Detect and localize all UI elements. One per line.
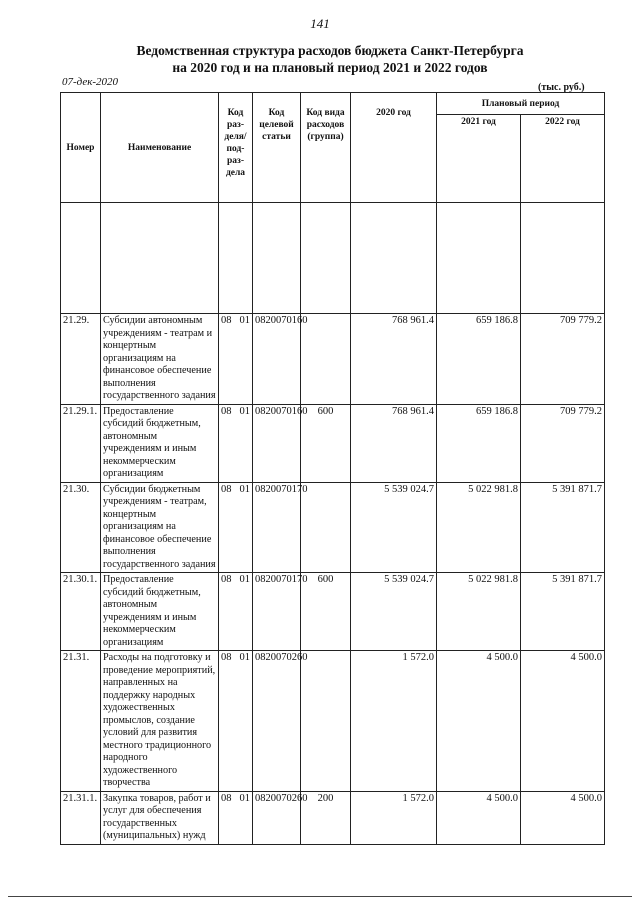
row-amount-2021: 5 022 981.8 bbox=[437, 482, 521, 573]
row-number: 21.29.1. bbox=[61, 404, 101, 482]
row-kind-code bbox=[301, 314, 351, 405]
row-target-code: 0820070160 bbox=[253, 314, 301, 405]
row-target-code: 0820070260 bbox=[253, 791, 301, 844]
row-number: 21.31. bbox=[61, 651, 101, 792]
row-amount-2021: 5 022 981.8 bbox=[437, 573, 521, 651]
row-amount-2022: 5 391 871.7 bbox=[521, 482, 605, 573]
header-2020: 2020 год bbox=[351, 93, 437, 203]
row-name: Предоставление субсидий бюджетным, автономным учреждениям и иным некоммерческим организациям bbox=[101, 573, 219, 651]
empty-row bbox=[61, 203, 605, 314]
row-section bbox=[219, 791, 253, 844]
row-amount-2021: 659 186.8 bbox=[437, 404, 521, 482]
row-name: Субсидии автономным учреждениям - театрам и концертным организациям на финансовое обеспечение выполнения государственного задания bbox=[101, 314, 219, 405]
row-section bbox=[219, 651, 253, 792]
units-label: (тыс. руб.) bbox=[538, 82, 585, 93]
row-target-code: 0820070170 bbox=[253, 573, 301, 651]
row-name: Расходы на подготовку и проведение мероприятий, направленных на поддержку народных художественных промыслов, создание условий для развития местного традиционного народного художественного творчества bbox=[101, 651, 219, 792]
row-subsection-code: 01 bbox=[239, 483, 250, 495]
row-kind-code bbox=[301, 482, 351, 573]
row-amount-2021: 4 500.0 bbox=[437, 651, 521, 792]
table-row bbox=[61, 791, 605, 844]
row-amount-2022: 4 500.0 bbox=[521, 651, 605, 792]
row-section-code: 08 bbox=[221, 652, 232, 663]
header-2021: 2021 год bbox=[437, 115, 521, 203]
row-section-code: 08 bbox=[221, 792, 232, 804]
row-subsection-code: 01 bbox=[239, 315, 250, 326]
row-amount-2022: 4 500.0 bbox=[521, 791, 605, 844]
row-section bbox=[219, 314, 253, 405]
row-kind-code: 600 bbox=[301, 573, 351, 651]
header-target: Код целевой статьи bbox=[253, 93, 301, 203]
row-amount-2020: 768 961.4 bbox=[351, 314, 437, 405]
document-date: 07-дек-2020 bbox=[62, 76, 119, 88]
row-target-code: 0820070170 bbox=[253, 482, 301, 573]
table-row bbox=[61, 314, 605, 405]
row-section-code: 08 bbox=[221, 315, 232, 326]
row-name: Субсидии бюджетным учреждениям - театрам, концертным организациям на финансовое обеспечение выполнения государственного задания bbox=[101, 482, 219, 573]
row-amount-2020: 1 572.0 bbox=[351, 791, 437, 844]
page-number: 141 bbox=[310, 16, 330, 31]
row-amount-2022: 5 391 871.7 bbox=[521, 573, 605, 651]
row-section-code: 08 bbox=[221, 405, 232, 417]
title-line-2: на 2020 год и на плановый период 2021 и 2022 годов bbox=[172, 60, 488, 75]
row-kind-code bbox=[301, 651, 351, 792]
row-kind-code: 200 bbox=[301, 791, 351, 844]
row-amount-2022: 709 779.2 bbox=[521, 314, 605, 405]
row-number: 21.31.1. bbox=[61, 791, 101, 844]
row-target-code: 0820070260 bbox=[253, 651, 301, 792]
document-title bbox=[60, 42, 600, 76]
title-line-1: Ведомственная структура расходов бюджета Санкт-Петербурга bbox=[136, 43, 524, 58]
scan-edge-line bbox=[8, 896, 632, 897]
row-amount-2020: 5 539 024.7 bbox=[351, 573, 437, 651]
row-subsection-code: 01 bbox=[239, 405, 250, 417]
row-name: Предоставление субсидий бюджетным, автономным учреждениям и иным некоммерческим организациям bbox=[101, 404, 219, 482]
row-number: 21.30.1. bbox=[61, 573, 101, 651]
row-amount-2020: 5 539 024.7 bbox=[351, 482, 437, 573]
row-subsection-code: 01 bbox=[239, 792, 250, 804]
header-number: Номер bbox=[61, 93, 101, 203]
row-number: 21.29. bbox=[61, 314, 101, 405]
table-row bbox=[61, 482, 605, 573]
row-amount-2020: 1 572.0 bbox=[351, 651, 437, 792]
row-section bbox=[219, 482, 253, 573]
row-name: Закупка товаров, работ и услуг для обеспечения государственных (муниципальных) нужд bbox=[101, 791, 219, 844]
header-kind: Код вида расходов (группа) bbox=[301, 93, 351, 203]
budget-table bbox=[60, 92, 605, 845]
table-row bbox=[61, 573, 605, 651]
header-section: Код раз-деля/ под-раз-дела bbox=[219, 93, 253, 203]
table-row bbox=[61, 651, 605, 792]
row-section bbox=[219, 404, 253, 482]
table-row bbox=[61, 404, 605, 482]
row-amount-2020: 768 961.4 bbox=[351, 404, 437, 482]
row-amount-2021: 659 186.8 bbox=[437, 314, 521, 405]
header-planned: Плановый период bbox=[437, 93, 605, 115]
row-amount-2021: 4 500.0 bbox=[437, 791, 521, 844]
row-section bbox=[219, 573, 253, 651]
row-subsection-code: 01 bbox=[239, 574, 250, 585]
row-subsection-code: 01 bbox=[239, 652, 250, 663]
row-section-code: 08 bbox=[221, 574, 232, 585]
row-section-code: 08 bbox=[221, 483, 232, 495]
row-number: 21.30. bbox=[61, 482, 101, 573]
header-2022: 2022 год bbox=[521, 115, 605, 203]
row-target-code: 0820070160 bbox=[253, 404, 301, 482]
row-amount-2022: 709 779.2 bbox=[521, 404, 605, 482]
header-name: Наименование bbox=[101, 93, 219, 203]
row-kind-code: 600 bbox=[301, 404, 351, 482]
